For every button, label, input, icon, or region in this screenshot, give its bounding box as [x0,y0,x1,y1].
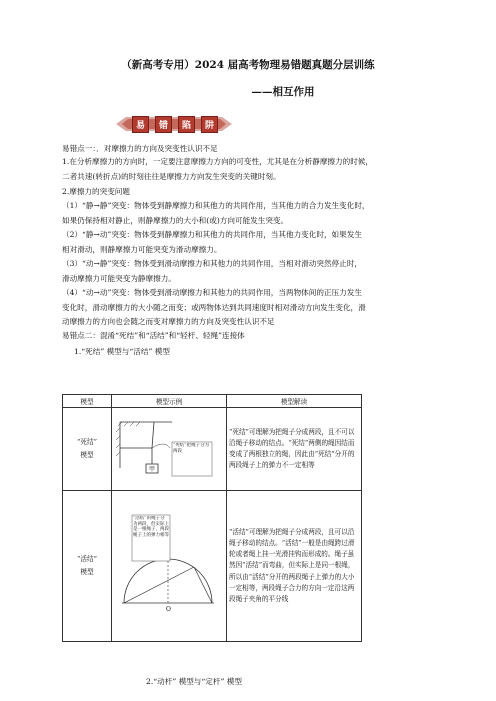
page-title: （新高考专用）2024 届高考物理易错题真题分层训练 [121,59,375,71]
diagram-note: “死结”把绳子分为两段 [173,443,210,454]
banner [114,113,234,135]
trap-heading-1: 易错点一：．对摩擦力的方向及突变性认识不足 [62,144,218,153]
body-line: 1.在分析摩擦力的方向时，一定要注意摩擦力方向的可变性，尤其是在分析静摩擦力的时候， [62,157,373,166]
body-line: （3）“动→静”突变：物体受到滑动摩擦力和其他力的共同作用，当相对滑动突然停止时， [62,259,362,268]
body-line: 变化时，滑动摩擦力的大小随之而变；或两物体达到共同速度时相对滑动方向发生变化，滑 [62,303,366,312]
diagram-note: “活结”的绳子分为两段，但实际上是一根绳子，两段绳子上的弹力相等 [133,516,169,538]
body-line: 2.摩擦力的突变问题 [62,187,130,196]
body-line: 动摩擦力的方向也会随之而变对摩擦力的方向及突变性认识不足 [62,317,275,326]
table-row [63,491,362,642]
body-line: （1）“静→静”突变：物体受到静摩擦力和其他力的共同作用，当其他力的合力发生变化时， [62,201,370,210]
banner-char-4: 阱 [201,116,218,133]
model-diagram [112,491,227,642]
banner-char-3: 陷 [178,116,195,133]
banner-char-2: 错 [155,116,172,133]
body-line: 二者共速(转折点)的时刻往往是摩擦力方向发生突变的关键时刻。 [62,172,281,181]
model-explanation: “活结”可理解为把绳子分成两段，且可以沿绳子移动的结点。“活结”一般是由绳跨过滑轮或者绳上挂一光滑挂钩而形成的。绳子虽然因“活结”而弯曲，但实际上是同一根绳，所以由“活结”分开的两段绳子上弹力的大小一定相等，两段绳子合力的方向一定沿这两段绳子夹角的平分线 [227,491,362,642]
model-explanation: “死结”可理解为把绳子分成两段，且不可以沿绳子移动的结点。“死结”两侧的绳因结而变成了两根独立的绳，因此由“死结”分开的两段绳子上的弹力不一定相等 [227,408,362,491]
banner-chars [132,116,218,133]
model-table [62,394,362,642]
table-header: 模型解读 [227,395,362,408]
banner-char-1: 易 [132,116,149,133]
trap-heading-2: 易错点二：混淆“死结”和“活结”和“轻杆、轻绳”连接体 [62,331,245,340]
live-knot-diagram [112,491,222,639]
diagram-label: O [166,606,171,613]
model-name: “死结” 模型 [63,408,112,491]
body-line: （2）“静→动”突变：物体受到静摩擦力和其他力的共同作用，当其他力变化时，如果发生 [62,230,362,239]
section-heading-2: 2.“动杆” 模型与“定杆” 模型 [146,677,242,686]
table-header: 模型示例 [112,395,227,408]
section-heading-1: 1.“死结” 模型与“活结” 模型 [74,347,170,356]
model-name: “活结” 模型 [63,491,112,642]
diagram-label: 甲 [148,466,156,473]
table-row [63,408,362,491]
table-header-row [63,395,362,408]
model-diagram [112,408,227,491]
page-subtitle: ——相互作用 [251,86,315,98]
body-line: 相对滑动，则静摩擦力可能突变为滑动摩擦力。 [62,245,222,254]
body-line: 如果仍保持相对静止，则静摩擦力的大小和(或)方向可能发生突变。 [62,216,289,225]
body-line: 滑动摩擦力可能突变为静摩擦力。 [62,274,176,283]
table-header: 模型 [63,395,112,408]
body-line: （4）“动→动”突变：物体受到滑动摩擦力和其他力的共同作用，当两物体间的正压力发生 [62,288,362,297]
dead-knot-diagram [112,408,222,488]
